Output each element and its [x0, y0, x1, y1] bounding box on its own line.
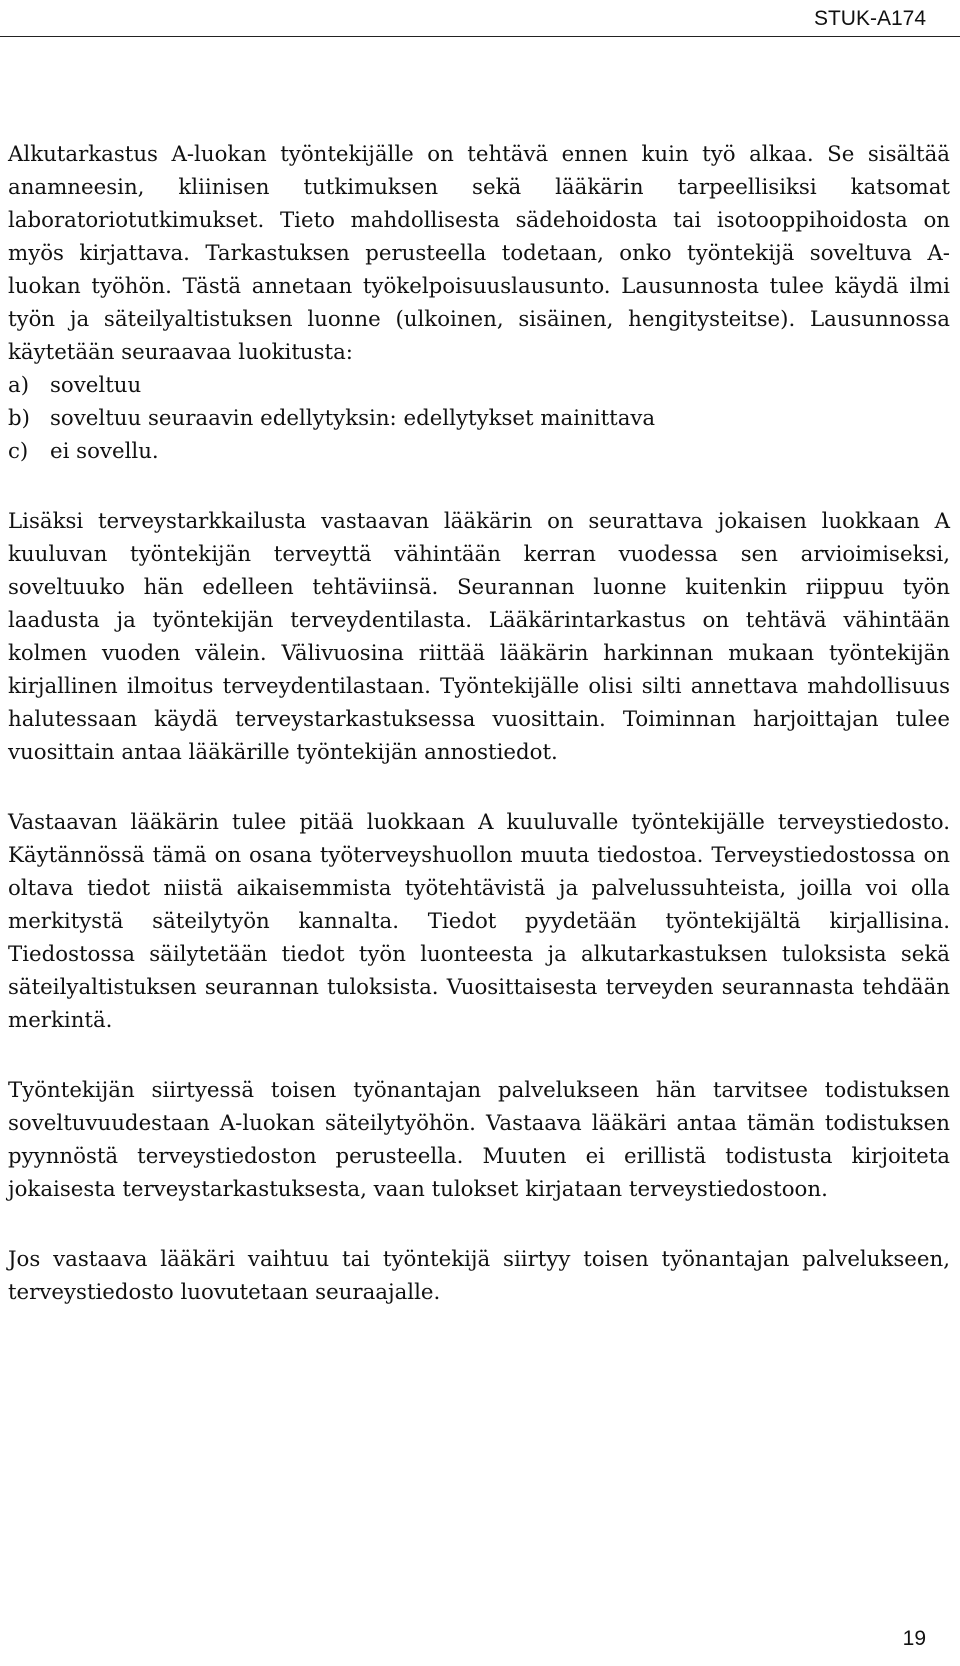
paragraph-text: Alkutarkastus A-luokan työntekijälle on tehtävä ennen kuin työ alkaa. Se sisältää anamneesin, kliinisen tutkimuksen sekä lääkärin tarpeellisiksi katsomat laboratoriotutkimukset. Tieto mahdollisesta sädehoidosta tai isotooppihoidosta on myös kirjattava. Tarkastuksen perusteella todetaan, onko työntekijä soveltuva A-luokan työhön. Tästä annetaan työkelpoisuuslausunto. Lausunnosta tulee käydä ilmi työn ja säteilyaltistuksen luonne (ulkoinen, sisäinen, hengitysteitse). Lausunnossa käytetään seuraavaa luokitusta:	[8, 142, 950, 365]
list-item-text: ei sovellu.	[50, 439, 159, 464]
page-number: 19	[902, 1627, 926, 1650]
list-item	[8, 369, 950, 402]
list-marker: a)	[8, 373, 30, 398]
paragraph-health-monitoring: Lisäksi terveystarkkailusta vastaavan lääkärin on seurattava jokaisen luokkaan A kuuluvan työntekijän terveyttä vähintään kerran vuodessa sen arvioimiseksi, soveltuuko hän edelleen tehtäviinsä. Seurannan luonne kuitenkin riippuu työn laadusta ja työntekijän terveydentilasta. Lääkärintarkastus on tehtävä vähintään kolmen vuoden välein. Välivuosina riittää lääkärin harkinnan mukaan työntekijän kirjallinen ilmoitus terveydentilastaan. Työntekijälle olisi silti annettava mahdollisuus halutessaan käydä terveystarkastuksessa vuosittain. Toiminnan harjoittajan tulee vuosittain antaa lääkärille työntekijän annostiedot.	[8, 509, 950, 765]
list-item-text: soveltuu	[50, 373, 142, 398]
list-marker: b)	[8, 406, 30, 431]
paragraph-initial-examination	[8, 138, 950, 468]
paragraph-health-record: Vastaavan lääkärin tulee pitää luokkaan A kuuluvalle työntekijälle terveystiedosto. Käytännössä tämä on osana työterveyshuollon muuta tiedostoa. Terveystiedostossa on oltava tiedot niistä aikaisemmista työtehtävistä ja palvelussuhteista, joilla voi olla merkitystä säteilytyön kannalta. Tiedot pyydetään työntekijältä kirjallisina. Tiedostossa säilytetään tiedot työn luonteesta ja alkutarkastuksen tuloksista sekä säteilyaltistuksen seurannan tuloksista. Vuosittaisesta terveyden seurannasta tehdään merkintä.	[8, 810, 950, 1033]
list-marker: c)	[8, 439, 29, 464]
paragraph-physician-change: Jos vastaava lääkäri vaihtuu tai työntekijä siirtyy toisen työnantajan palvelukseen, terveystiedosto luovutetaan seuraajalle.	[8, 1247, 950, 1305]
document-code: STUK-A174	[813, 7, 926, 30]
list-item-text: soveltuu seuraavin edellytyksin: edellytykset mainittava	[50, 406, 656, 431]
classification-list	[8, 369, 950, 468]
list-item	[8, 435, 950, 468]
paragraph-employer-transfer: Työntekijän siirtyessä toisen työnantajan palvelukseen hän tarvitsee todistuksen soveltuvuudestaan A-luokan säteilytyöhön. Vastaava lääkäri antaa tämän todistuksen pyynnöstä terveystiedoston perusteella. Muuten ei erillistä todistusta kirjoiteta jokaisesta terveystarkastuksesta, vaan tulokset kirjataan terveystiedostoon.	[8, 1078, 950, 1202]
page-body	[8, 138, 950, 1309]
header-rule	[0, 36, 960, 37]
list-item	[8, 402, 950, 435]
